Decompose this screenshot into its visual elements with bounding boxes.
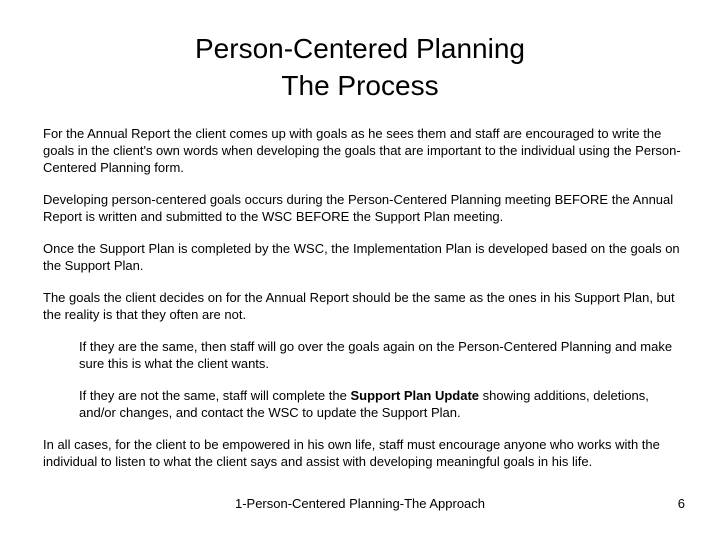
paragraph-support-plan: Once the Support Plan is completed by the WSC, the Implementation Plan is developed based on the goals on the Support Plan. <box>43 241 680 273</box>
body-text <box>43 125 683 470</box>
paragraph-goals-same: The goals the client decides on for the Annual Report should be the same as the ones in his Support Plan, but the reality is that they often are not. <box>43 290 675 322</box>
page-number: 6 <box>677 496 685 511</box>
title-line-2: The Process <box>281 70 439 101</box>
paragraph-all-cases: In all cases, for the client to be empowered in his own life, staff must encourage anyone who works with the individual to listen to what the client says and assist with developing meaningful goals in his life. <box>43 437 660 469</box>
footer-label: 1-Person-Centered Planning-The Approach <box>234 496 486 511</box>
paragraph-annual-report: For the Annual Report the client comes up with goals as he sees them and staff are encouraged to write the goals in the client's own words when developing the goals that are important to the individual using the Person-Centered Planning form. <box>43 126 681 175</box>
support-plan-update-term: Support Plan Update <box>350 388 480 403</box>
paragraph-developing-goals: Developing person-centered goals occurs during the Person-Centered Planning meeting BEFORE the Annual Report is written and submitted to the WSC BEFORE the Support Plan meeting. <box>43 192 674 224</box>
paragraph-if-not-same-start: If they are not the same, staff will complete the <box>79 388 351 403</box>
paragraph-if-not-same-end: showing additions, deletions, and/or changes, and contact the WSC to update the Support Plan. <box>79 388 649 420</box>
paragraph-if-same: If they are the same, then staff will go over the goals again on the Person-Centered Planning and make sure this is what the client wants. <box>79 339 673 371</box>
slide-title <box>0 30 720 104</box>
paragraph-if-not-same <box>79 387 683 421</box>
title-line-1: Person-Centered Planning <box>195 33 525 64</box>
